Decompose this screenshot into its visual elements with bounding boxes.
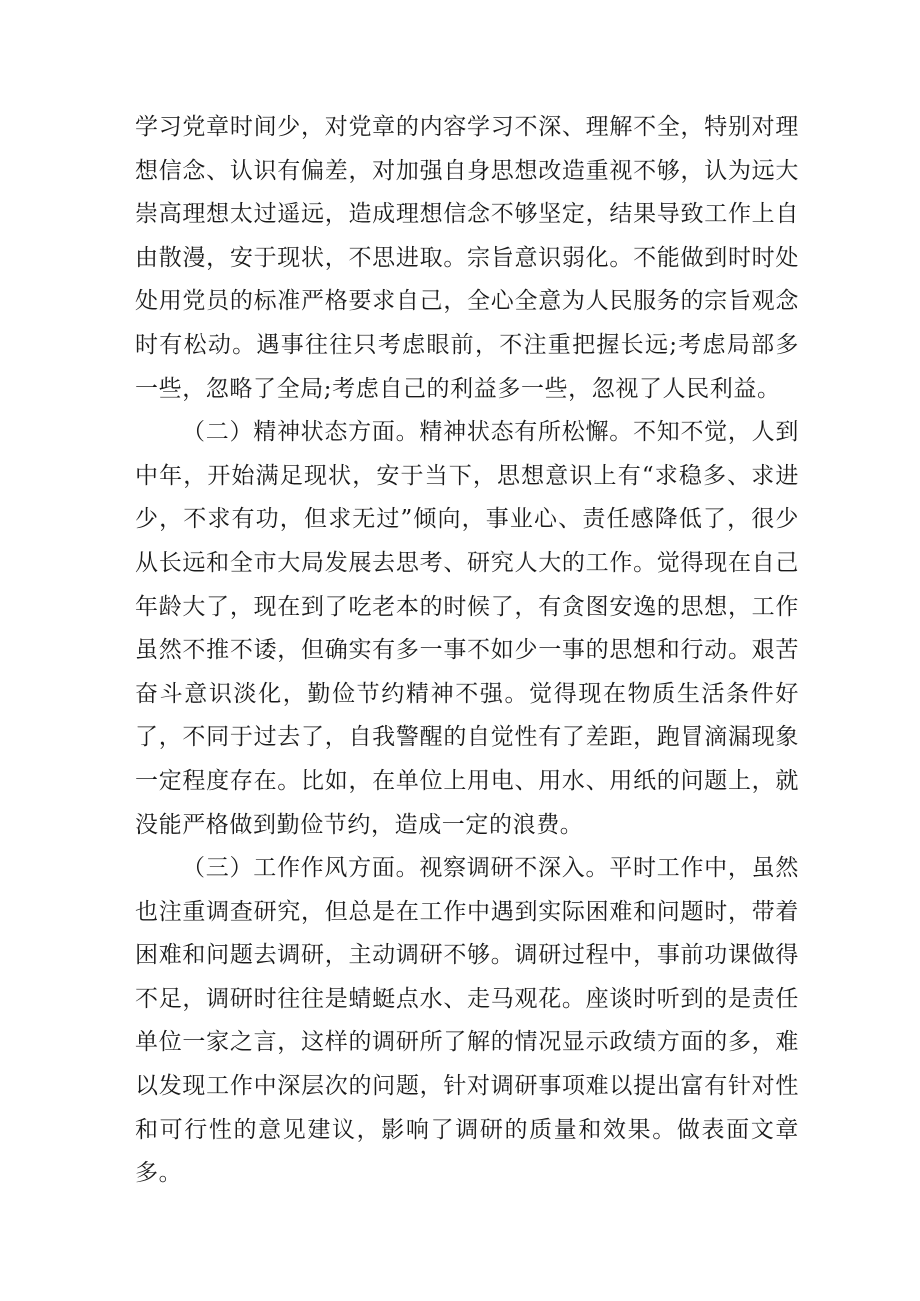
- paragraph-work-style: （三）工作作风方面。视察调研不深入。平时工作中，虽然也注重调查研究，但总是在工作中遇到实际困难和问题时，带着困难和问题去调研，主动调研不够。调研过程中，事前功课做得不足，调研时往往是蜻蜓点水、走马观花。座谈时听到的是责任单位一家之言，这样的调研所了解的情况显示政绩方面的多，难以发现工作中深层次的问题，针对调研事项难以提出富有针对性和可行性的意见建议，影响了调研的质量和效果。做表面文章多。: [135, 855, 799, 1187]
- paragraph-continued: 学习党章时间少，对党章的内容学习不深、理解不全，特别对理想信念、认识有偏差，对加强自身思想改造重视不够，认为远大崇高理想太过遥远，造成理想信念不够坚定，结果导致工作上自由散漫，安于现状，不思进取。宗旨意识弱化。不能做到时时处处用党员的标准严格要求自己，全心全意为人民服务的宗旨观念时有松动。遇事往往只考虑眼前，不注重把握长远;考虑局部多一些，忽略了全局;考虑自己的利益多一些，忽视了人民利益。: [135, 114, 799, 402]
- paragraph-spirit-state: （二）精神状态方面。精神状态有所松懈。不知不觉，人到中年，开始满足现状，安于当下，思想意识上有“求稳多、求进少，不求有功，但求无过”倾向，事业心、责任感降低了，很少从长远和全市大局发展去思考、研究人大的工作。觉得现在自己年龄大了，现在到了吃老本的时候了，有贪图安逸的思想，工作虽然不推不诿，但确实有多一事不如少一事的思想和行动。艰苦奋斗意识淡化，勤俭节约精神不强。觉得现在物质生活条件好了，不同于过去了，自我警醒的自觉性有了差距，跑冒滴漏现象一定程度存在。比如，在单位上用电、用水、用纸的问题上，就没能严格做到勤俭节约，造成一定的浪费。: [135, 419, 799, 838]
- document-body: [135, 106, 799, 1196]
